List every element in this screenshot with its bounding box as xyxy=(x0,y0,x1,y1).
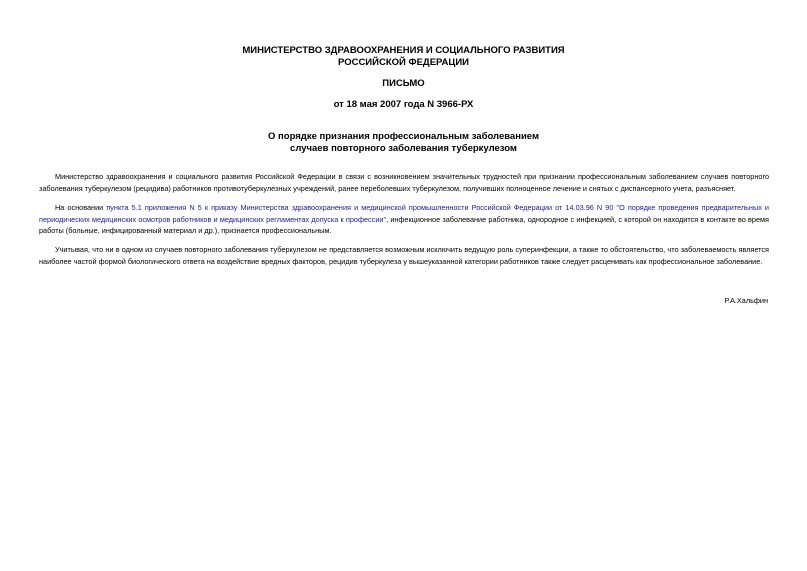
paragraph-1-text: Министерство здравоохранения и социального развития Российской Федерации в связи с возникновением значительных трудностей при признании профессиональным заболеванием случаев повторного заболевания туберкулезом (рецидива) работников противотуберкулезных учреждений, ранее переболевших туберкулезом, получивших полноценное лечение и снятых с диспансерного учета, разъясняет. xyxy=(39,172,769,193)
paragraph-2-prefix: На основании xyxy=(55,203,107,212)
ministry-header-line1: МИНИСТЕРСТВО ЗДРАВООХРАНЕНИЯ И СОЦИАЛЬНОГО РАЗВИТИЯ xyxy=(242,45,565,56)
ministry-header-line2: РОССИЙСКОЙ ФЕДЕРАЦИИ xyxy=(337,56,469,68)
paragraph-2 xyxy=(39,202,769,237)
ministry-header xyxy=(0,45,807,68)
paragraph-2-text xyxy=(39,202,769,237)
legal-reference-link[interactable]: пункта 5.1 приложения N 5 к приказу Министерства здравоохранения и медицинской промышленности Российской Федерации от 14.03.96 N 90 "О порядке проведения предварительных и периодических медицинских осмотров работников и медицинских регламентах допуска к профессии" xyxy=(39,203,770,224)
paragraph-1 xyxy=(39,171,769,194)
document-title-line1: О порядке признания профессиональным заболеванием xyxy=(268,131,539,142)
document-title-line2: случаев повторного заболевания туберкулезом xyxy=(290,142,517,154)
signature: Р.А.Хальфин xyxy=(724,296,768,305)
paragraph-3 xyxy=(39,244,769,267)
paragraph-3-text: Учитывая, что ни в одном из случаев повторного заболевания туберкулезом не представляется возможным исключить ведущую роль суперинфекции, а также то обстоятельство, что заболеваемость является наиболее частой формой биологического ответа на воздействие вредных факторов, рецидив туберкулеза у вышеуказанной категории работников также следует расценивать как профессиональное заболевание. xyxy=(39,245,769,266)
document-date: от 18 мая 2007 года N 3966-РХ xyxy=(333,99,474,110)
document-title xyxy=(0,131,807,154)
paragraph-2-suffix: , инфекционное заболевание работника, однородное с инфекцией, с которой он находится в контакте во время работы (больные, инфицированный материал и др.), признается профессиональным. xyxy=(39,214,770,236)
document-type: ПИСЬМО xyxy=(382,78,425,89)
